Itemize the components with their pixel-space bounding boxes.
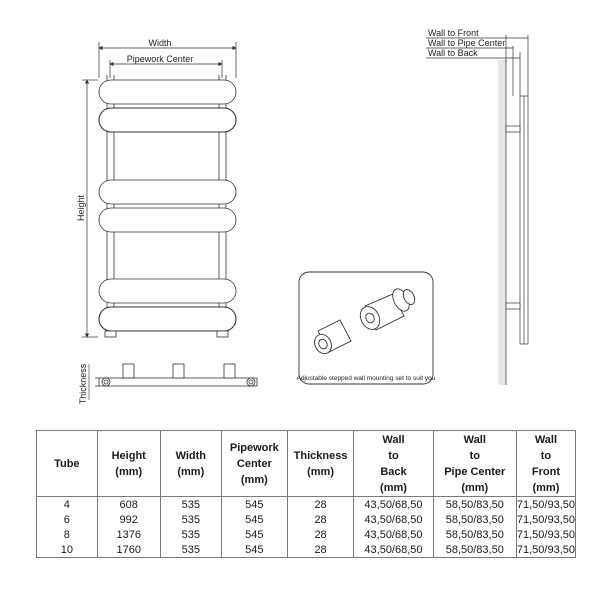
table-cell: 43,50/68,50 xyxy=(354,497,433,513)
table-cell: 43,50/68,50 xyxy=(354,527,433,542)
front-view xyxy=(99,75,236,337)
wall-to-back-label: Wall to Back xyxy=(428,48,478,58)
radiator-panel xyxy=(99,80,236,104)
table-cell: 535 xyxy=(160,497,221,513)
radiator-panel xyxy=(99,208,236,232)
table-cell: 992 xyxy=(97,512,160,527)
table-cell: 1376 xyxy=(97,527,160,542)
header-pipework-center xyxy=(221,431,287,497)
table-cell: 8 xyxy=(37,527,98,542)
table-cell: 71,50/93,50 xyxy=(516,513,575,526)
wall-to-front-label: Wall to Front xyxy=(428,28,479,38)
table-cell: 1760 xyxy=(97,542,160,558)
radiator-panel xyxy=(99,279,236,303)
header-line: (mm) xyxy=(177,465,205,478)
wall-mount-detail xyxy=(299,272,433,384)
header-line: to xyxy=(469,449,480,462)
header-line: (mm) xyxy=(532,481,560,494)
table-cell: 28 xyxy=(287,542,353,558)
table-header-row xyxy=(37,431,576,497)
header-wall-to-back xyxy=(354,431,433,497)
header-line: Height xyxy=(111,449,146,462)
header-line: (mm) xyxy=(380,481,407,494)
header-line: (mm) xyxy=(115,465,143,478)
table-cell: 608 xyxy=(97,497,160,513)
thickness-label: Thickness xyxy=(78,363,88,405)
table-cell: 28 xyxy=(287,512,353,527)
header-line: (mm) xyxy=(461,481,489,494)
header-wall-to-pipe-center xyxy=(433,431,516,497)
mounting-caption: Adjustable stepped wall mounting set to suit you xyxy=(296,375,436,382)
bottom-view xyxy=(89,364,257,400)
height-label: Height xyxy=(76,194,86,222)
header-line: to xyxy=(540,449,552,462)
header-line: (mm) xyxy=(240,473,268,486)
header-line: Thickness xyxy=(293,449,348,462)
table-row xyxy=(37,512,576,527)
header-line: Pipe Center xyxy=(444,465,506,478)
table-row xyxy=(37,527,576,542)
table-cell: 71,50/93,50 xyxy=(516,528,575,541)
table-row xyxy=(37,497,576,513)
table-cell: 58,50/83,50 xyxy=(433,497,516,513)
radiator-panel xyxy=(99,307,236,331)
table-cell: 545 xyxy=(221,542,287,558)
header-line: Tube xyxy=(54,457,80,470)
table-cell: 4 xyxy=(37,497,98,513)
header-line: Pipework xyxy=(229,441,279,454)
table-cell: 545 xyxy=(221,512,287,527)
table-cell: 43,50/68,50 xyxy=(354,542,433,558)
header-line: Front xyxy=(531,465,560,478)
header-line: Width xyxy=(175,449,207,462)
header-line: Wall xyxy=(534,433,558,446)
header-line: (mm) xyxy=(307,465,334,478)
table-cell: 71,50/93,50 xyxy=(516,498,575,511)
table-cell: 535 xyxy=(160,512,221,527)
header-tube xyxy=(37,431,98,497)
radiator-panel xyxy=(99,180,236,204)
table-cell: 10 xyxy=(37,542,98,558)
header-line: to xyxy=(388,449,399,462)
side-view xyxy=(426,35,528,385)
table-cell: 6 xyxy=(37,512,98,527)
width-label: Width xyxy=(148,38,172,48)
header-line: Wall xyxy=(463,433,486,446)
table-cell: 58,50/83,50 xyxy=(433,512,516,527)
table-row xyxy=(37,542,576,558)
header-height xyxy=(97,431,160,497)
table-cell: 535 xyxy=(160,527,221,542)
radiator-panel xyxy=(99,108,236,132)
table-cell: 28 xyxy=(287,497,353,513)
table-cell: 28 xyxy=(287,527,353,542)
dimensions-table xyxy=(36,430,576,558)
table-cell: 545 xyxy=(221,497,287,513)
wall-to-pipe-center-label: Wall to Pipe Center xyxy=(428,38,506,48)
header-line: Center xyxy=(236,457,272,470)
header-width xyxy=(160,431,221,497)
table-cell: 545 xyxy=(221,527,287,542)
pipework-center-label: Pipework Center xyxy=(126,54,194,64)
table-cell: 71,50/93,50 xyxy=(516,543,575,556)
header-wall-to-front xyxy=(516,431,575,497)
header-line: Wall xyxy=(382,433,405,446)
header-thickness xyxy=(287,431,353,497)
table-cell: 58,50/83,50 xyxy=(433,542,516,558)
table-cell: 535 xyxy=(160,542,221,558)
table-cell: 43,50/68,50 xyxy=(354,512,433,527)
header-line: Back xyxy=(380,465,407,478)
table-cell: 58,50/83,50 xyxy=(433,527,516,542)
